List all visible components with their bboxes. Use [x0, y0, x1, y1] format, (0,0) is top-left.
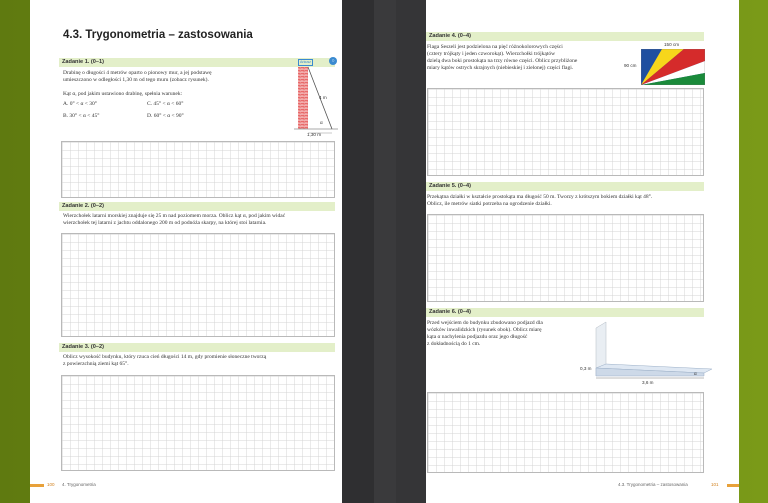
ramp-figure [586, 320, 722, 380]
task-marker-icon: ○ [329, 57, 337, 65]
seychelles-flag [641, 49, 705, 85]
task-4-header [426, 32, 704, 41]
task-6-line-2: wózków inwalidzkich (rysunek obok). Oblicz miarę [427, 327, 542, 333]
task-3-line-2: z powierzchnią ziemi kąt 65°. [63, 361, 129, 367]
answer-grid-3[interactable] [61, 375, 335, 471]
ladder-length-label: 4 m [319, 95, 327, 100]
task-1-line-2: umieszczono w odległości 1,30 m od tego muru (zobacz rysunek). [63, 77, 209, 83]
task-1-option-d: D. 60° < α < 90° [147, 113, 184, 119]
answer-grid-5[interactable] [427, 214, 704, 302]
task-5-header [426, 182, 704, 191]
answer-grid-1[interactable] [61, 141, 335, 198]
task-1-line-1: Drabinę o długości 4 metrów oparto o pionowy mur, a jej podstawę [63, 70, 212, 76]
answer-grid-6[interactable] [427, 392, 704, 473]
task-4-line-4: miary kątów ostrych skrajnych (niebieskiej i zielonej) części flagi. [427, 65, 574, 71]
task-6-header [426, 308, 704, 317]
task-3-header [59, 343, 335, 352]
right-page [426, 0, 739, 503]
task-2-line-1: Wierzchołek latarni morskiej znajduje się 25 m nad poziomem morza. Oblicz kąt α, pod jakim widać [63, 213, 286, 219]
footer-text-left: 4. Trygonometria [62, 482, 96, 487]
task-4-line-3: dzielą dwa boki prostokąta na trzy równe części. Oblicz przybliżone [427, 58, 578, 64]
task-2-title: Zadanie 2. (0–2) [62, 203, 104, 209]
exam-tag: Arkusz [300, 60, 311, 64]
task-5-line-1: Przekątna działki w kształcie prostokąta ma długość 50 m. Tworzy z krótszym bokiem działki kąt 48°. [427, 194, 653, 200]
answer-grid-4[interactable] [427, 88, 704, 176]
spread-gutter [342, 0, 426, 503]
task-1-line-3: Kąt α, pod jakim ustawiono drabinę, spełnia warunek: [63, 91, 183, 97]
ramp-length-label: 3,6 m [642, 380, 654, 385]
task-5-line-2: Oblicz, ile metrów siatki potrzeba na ogrodzenie działki. [427, 201, 552, 207]
task-4-line-2: (cztery trójkąty i jeden czworokąt). Wierzchołki trójkątów [427, 51, 556, 57]
task-5-title: Zadanie 5. (0–4) [429, 183, 471, 189]
task-4-line-1: Flaga Seszeli jest podzielona na pięć różnokolorowych części [427, 44, 563, 50]
angle-label: α [320, 120, 323, 125]
left-page [30, 0, 342, 503]
page-number-right: 101 [711, 482, 719, 487]
footer-accent [30, 484, 44, 487]
footer-accent-right [727, 484, 739, 487]
task-1-option-a: A. 0° < α < 30° [63, 101, 97, 107]
chapter-title: 4.3. Trygonometria – zastosowania [63, 29, 253, 41]
ramp-angle-label: α [694, 371, 697, 376]
base-length-label: 1,30 m [307, 132, 322, 137]
answer-grid-2[interactable] [61, 233, 335, 337]
task-1-option-c: C. 45° < α < 60° [147, 101, 184, 107]
task-3-line-1: Oblicz wysokość budynku, który rzuca cień długości 14 m, gdy promienie słoneczne tworzą [63, 354, 267, 360]
task-6-line-4: z dokładnością do 1 cm. [427, 341, 481, 347]
task-1-option-b: B. 30° < α < 45° [63, 113, 100, 119]
brick-wall [298, 67, 308, 129]
page-number-left: 100 [47, 482, 55, 487]
task-4-title: Zadanie 4. (0–4) [429, 33, 471, 39]
flag-width-label: 150 cm [664, 42, 680, 47]
ramp-height-label: 0,3 m [580, 366, 592, 371]
task-6-line-1: Przed wejściem do budynku zbudowano podjazd dla [427, 320, 543, 326]
footer-text-right: 4.3. Trygonometria – zastosowania [618, 482, 688, 487]
task-6-title: Zadanie 6. (0–4) [429, 309, 471, 315]
flag-height-label: 90 cm [624, 63, 637, 68]
task-3-title: Zadanie 3. (0–2) [62, 344, 104, 350]
task-2-header [59, 202, 335, 211]
task-2-line-2: wierzchołek tej latarni z jachtu oddalonego 200 m od podnóża skarpy, na której stoi latarnia. [63, 220, 267, 226]
task-1-title: Zadanie 1. (0–1) [62, 59, 104, 65]
task-6-line-3: kąta α nachylenia podjazdu oraz jego długość [427, 334, 528, 340]
